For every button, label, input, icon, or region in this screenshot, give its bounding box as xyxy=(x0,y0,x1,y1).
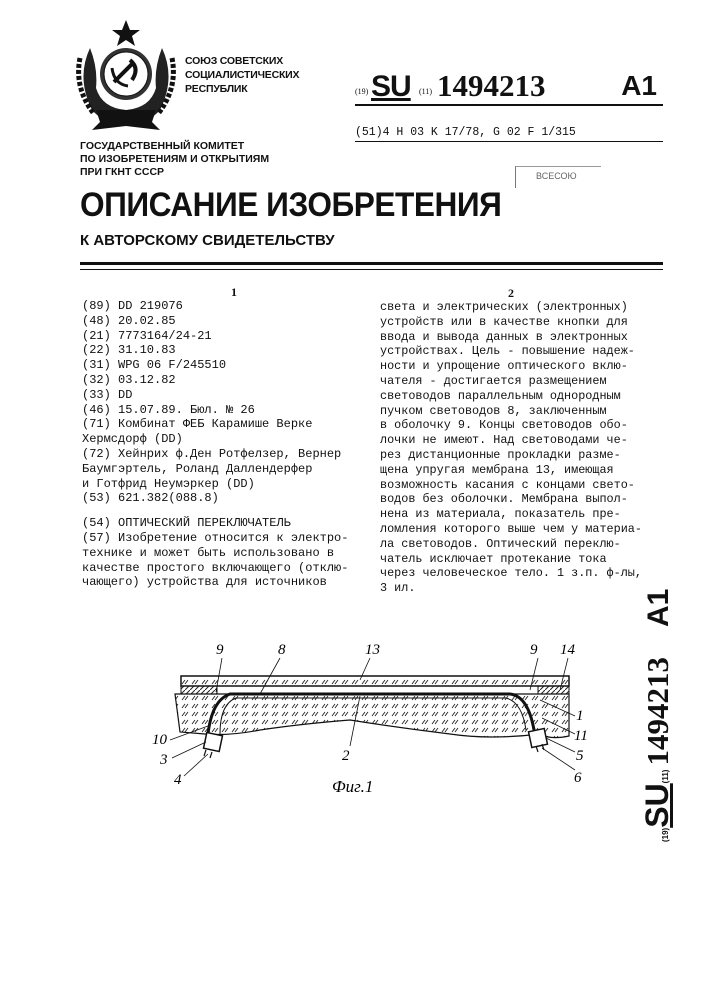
label-3: 3 xyxy=(159,752,168,768)
abstract-line: устройствах. Цель - повышение надеж- xyxy=(380,344,642,359)
label-13: 13 xyxy=(365,642,380,658)
abstract-line: ла световодов. Оптический переклю- xyxy=(380,537,642,552)
label-6: 6 xyxy=(574,770,582,786)
receiver-right xyxy=(529,729,548,748)
label-9: 9 xyxy=(216,642,224,658)
code-11: (11) xyxy=(419,87,432,96)
abstract-line: чатель исключает протекание тока xyxy=(380,552,642,567)
code-19: (19) xyxy=(355,87,368,96)
label-11: 11 xyxy=(574,728,588,744)
divider-thick xyxy=(80,262,663,265)
abstract-line: света и электрических (электронных) xyxy=(380,300,642,315)
patent-number-line xyxy=(355,70,663,106)
abstract-line: чающего) устройства для источников xyxy=(82,575,348,590)
base-body xyxy=(175,694,569,738)
abstract-line: (57) Изобретение относится к электро- xyxy=(82,531,348,546)
country-line: СОЮЗ СОВЕТСКИХ xyxy=(185,54,299,68)
label-9: 9 xyxy=(530,642,538,658)
column-number: 2 xyxy=(508,286,514,301)
biblio-line: (72) Хейнрих ф.Ден Ротфелзер, Вернер xyxy=(82,447,348,462)
label-10: 10 xyxy=(152,732,168,748)
invention-title: (54) ОПТИЧЕСКИЙ ПЕРЕКЛЮЧАТЕЛЬ xyxy=(82,516,348,531)
biblio-line: (22) 31.10.83 xyxy=(82,343,348,358)
abstract-column xyxy=(380,300,642,596)
kind-code: A1 xyxy=(621,70,657,102)
committee-line: ГОСУДАРСТВЕННЫЙ КОМИТЕТ xyxy=(80,140,269,153)
side-code-19: (19) xyxy=(661,828,670,842)
library-stamp: ВСЕСОЮ xyxy=(515,166,601,188)
spacer-left xyxy=(181,686,217,694)
patent-number: 1494213 xyxy=(437,68,546,104)
country-line: СОЦИАЛИСТИЧЕСКИХ xyxy=(185,68,299,82)
abstract-line: водов без оболочки. Мембрана выпол- xyxy=(380,492,642,507)
ussr-emblem xyxy=(70,18,182,134)
side-code-11: (11) xyxy=(661,770,670,784)
biblio-line: (71) Комбинат ФЕБ Карамише Верке xyxy=(82,417,348,432)
biblio-line: (31) WPG 06 F/245510 xyxy=(82,358,348,373)
abstract-line: ввода и вывода данных в электронных xyxy=(380,330,642,345)
emitter-left xyxy=(204,733,223,752)
label-4: 4 xyxy=(174,772,182,788)
label-14: 14 xyxy=(560,642,576,658)
biblio-line: (89) DD 219076 xyxy=(82,299,348,314)
label-2: 2 xyxy=(342,748,350,764)
abstract-line: щена упругая мембрана 13, имеющая xyxy=(380,463,642,478)
country-line: РЕСПУБЛИК xyxy=(185,82,299,96)
side-kind-code: A1 xyxy=(642,589,675,627)
abstract-line: через человеческое тело. 1 з.п. ф-лы, xyxy=(380,566,642,581)
committee-line: ПРИ ГКНТ СССР xyxy=(80,166,269,179)
side-patent-label xyxy=(640,589,683,842)
biblio-line: (33) DD xyxy=(82,388,348,403)
document-title: ОПИСАНИЕ ИЗОБРЕТЕНИЯ xyxy=(80,186,501,225)
abstract-line: нена из материала, показатель пре- xyxy=(380,507,642,522)
committee-name xyxy=(80,140,269,179)
divider-thin xyxy=(80,269,663,270)
label-1: 1 xyxy=(576,708,584,724)
country-name xyxy=(185,54,299,96)
abstract-line: пучком световодов 8, заключенным xyxy=(380,404,642,419)
biblio-line: (53) 621.382(088.8) xyxy=(82,491,348,506)
ipc-classification: (51)4 H 03 K 17/78, G 02 F 1/315 xyxy=(355,126,663,142)
spacer-right xyxy=(538,686,569,694)
biblio-line: Хермсдорф (DD) xyxy=(82,432,348,447)
label-8: 8 xyxy=(278,642,286,658)
side-patent-number: 1494213 xyxy=(640,657,675,766)
abstract-line: возможность касания с концами свето- xyxy=(380,478,642,493)
side-country-code: SU xyxy=(639,783,675,827)
abstract-line: в оболочку 9. Концы световодов обо- xyxy=(380,418,642,433)
bibliographic-column xyxy=(82,299,348,590)
abstract-line: качестве простого включающего (отклю- xyxy=(82,561,348,576)
biblio-line: и Готфрид Неумэркер (DD) xyxy=(82,477,348,492)
abstract-line: ности и упрощение оптического вклю- xyxy=(380,359,642,374)
abstract-line: световодов параллельным однородным xyxy=(380,389,642,404)
biblio-line: Баумгэртель, Роланд Даллендерфер xyxy=(82,462,348,477)
document-subtitle: К АВТОРСКОМУ СВИДЕТЕЛЬСТВУ xyxy=(80,232,335,249)
abstract-line: лочки не имеют. Над световодами че- xyxy=(380,433,642,448)
abstract-line: 3 ил. xyxy=(380,581,642,596)
figure-1-drawing xyxy=(150,630,590,810)
committee-line: ПО ИЗОБРЕТЕНИЯМ И ОТКРЫТИЯМ xyxy=(80,153,269,166)
country-code: SU xyxy=(371,70,411,104)
biblio-line: (21) 7773164/24-21 xyxy=(82,329,348,344)
abstract-line: технике и может быть использовано в xyxy=(82,546,348,561)
abstract-line: устройств или в качестве кнопки для xyxy=(380,315,642,330)
biblio-line: (46) 15.07.89. Бюл. № 26 xyxy=(82,403,348,418)
label-5: 5 xyxy=(576,748,584,764)
figure-caption: Фиг.1 xyxy=(332,777,373,796)
abstract-line: рез дистанционные прокладки разме- xyxy=(380,448,642,463)
biblio-line: (32) 03.12.82 xyxy=(82,373,348,388)
abstract-line: ломления которого выше чем у материа- xyxy=(380,522,642,537)
column-number: 1 xyxy=(231,285,237,300)
abstract-line: чателя - достигается размещением xyxy=(380,374,642,389)
biblio-line: (48) 20.02.85 xyxy=(82,314,348,329)
membrane xyxy=(181,676,569,686)
